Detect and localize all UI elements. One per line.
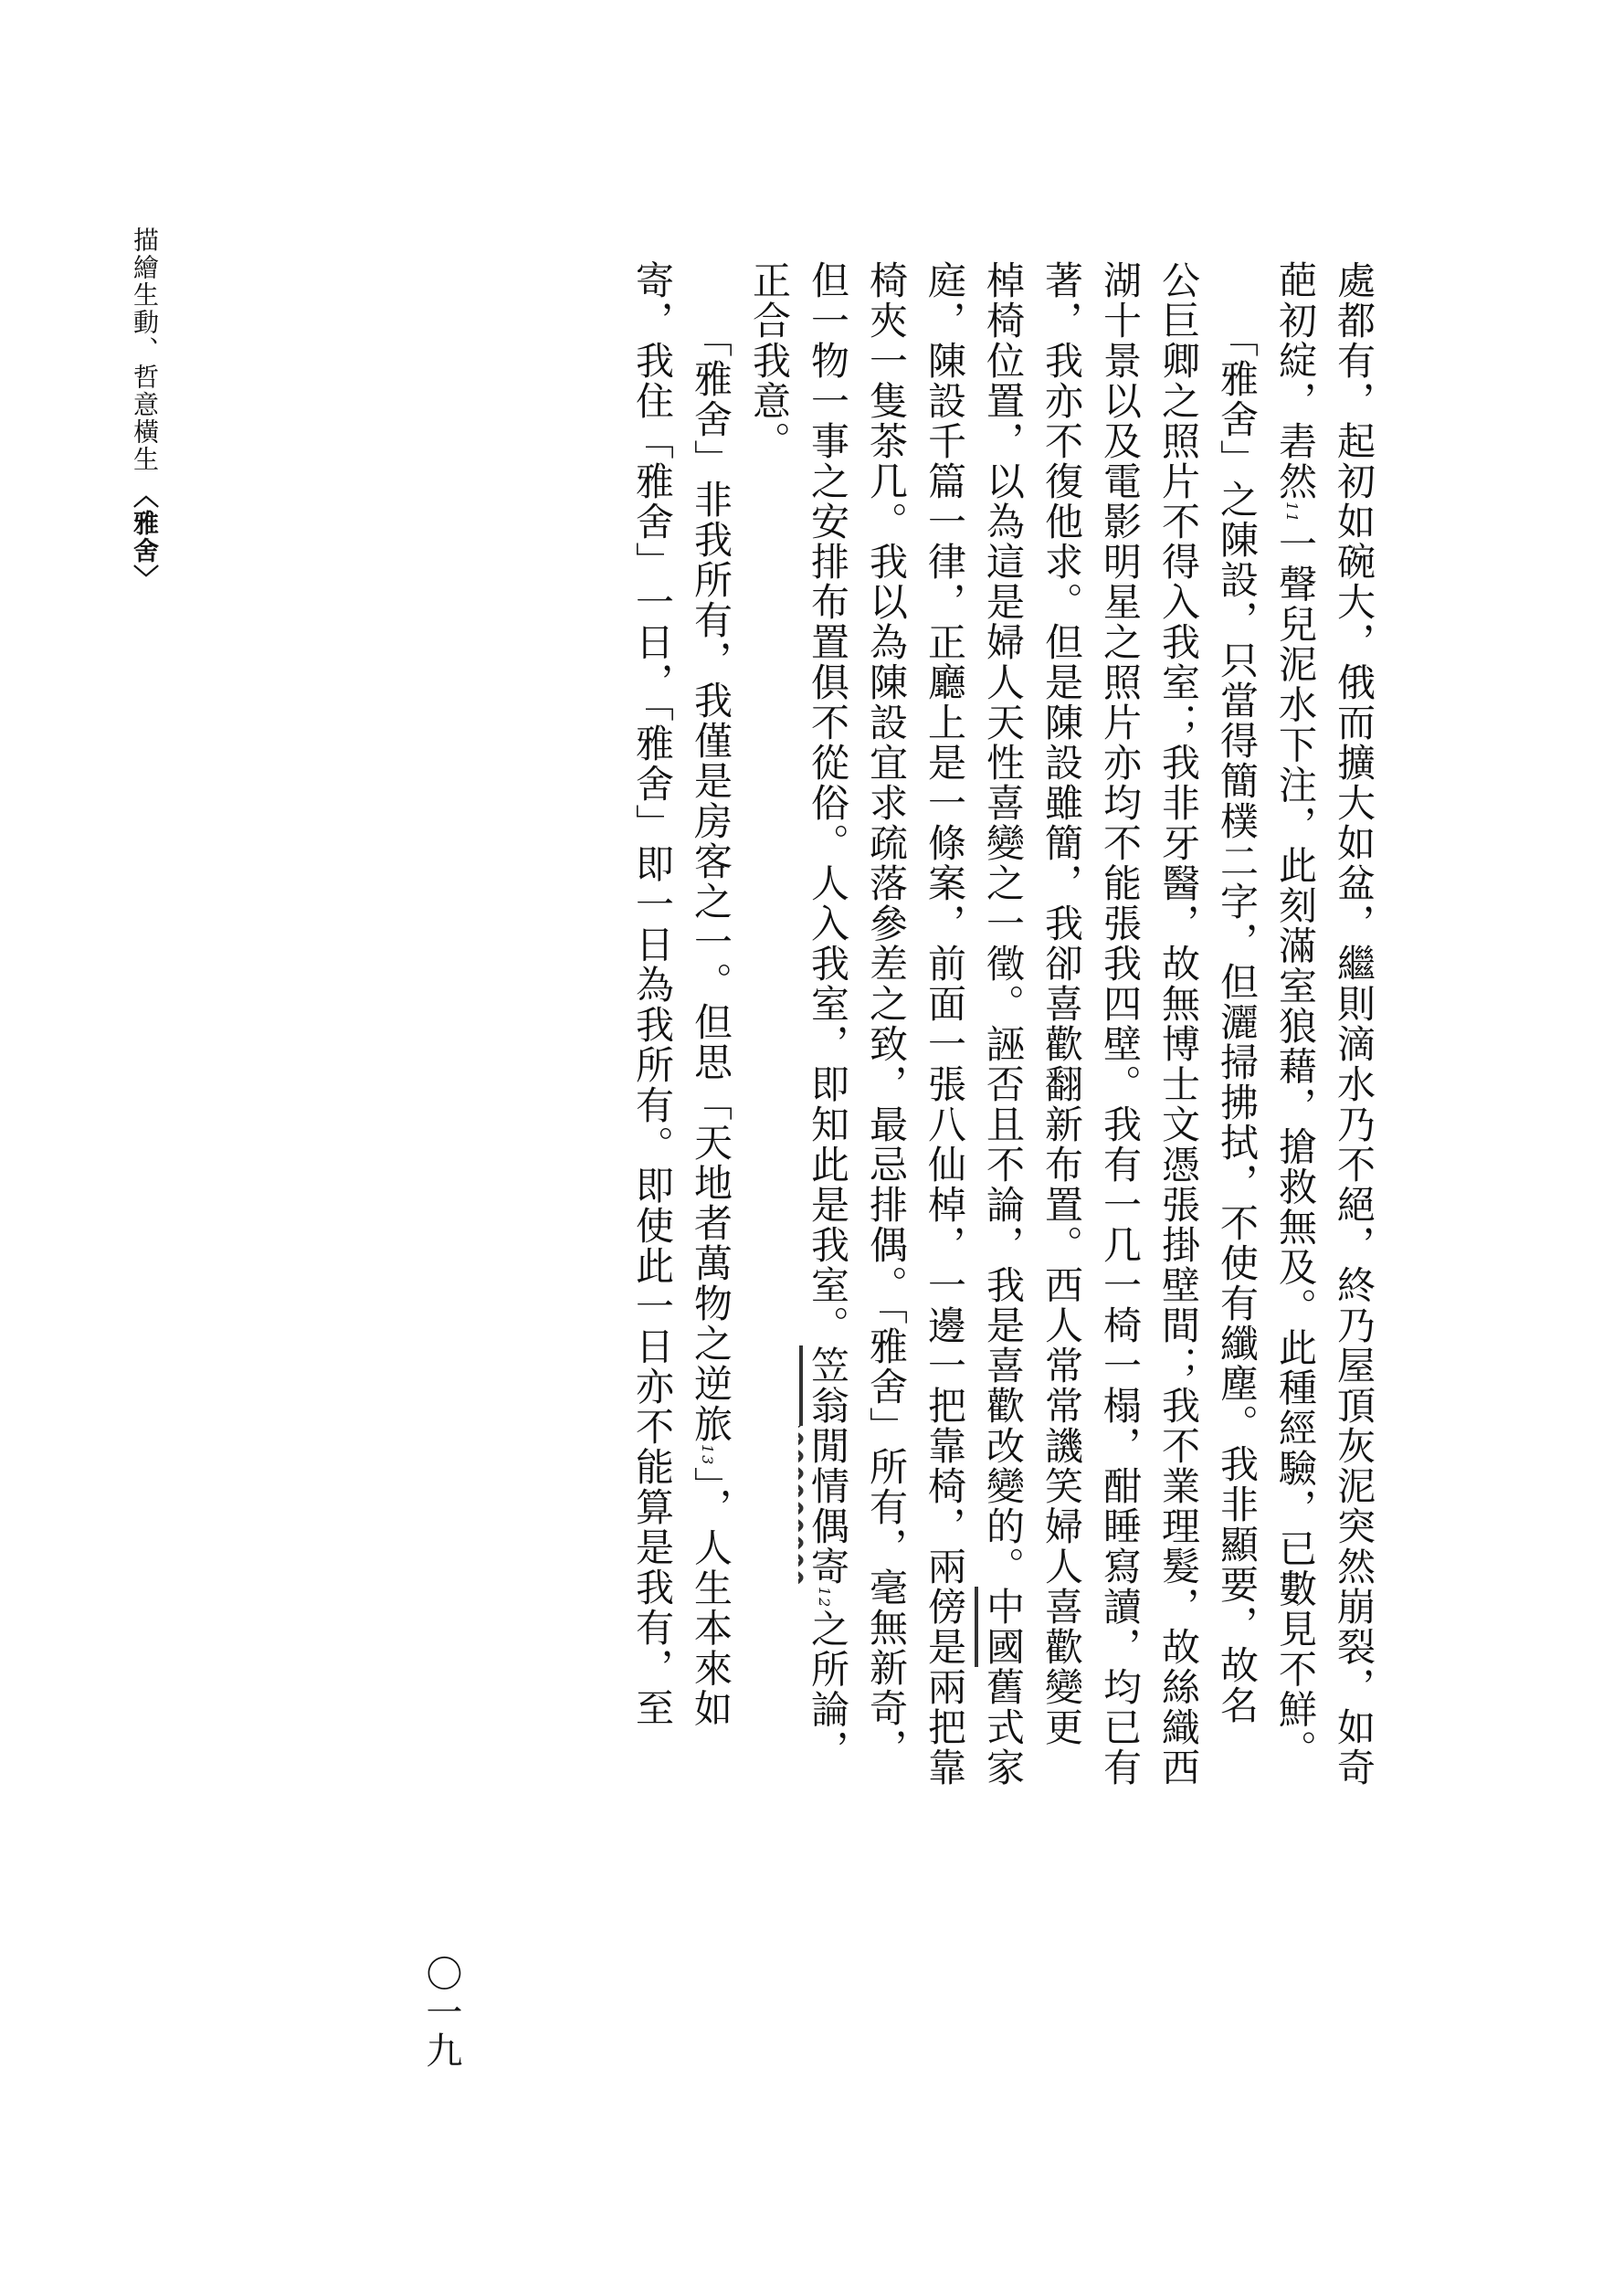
text-column-11: 正合我意。 [747, 260, 792, 461]
footnote-marker-12: 12 [816, 1587, 833, 1609]
text-column-8: 庭，陳設千篇一律，正廳上是一條案，前面一張八仙棹，一邊一把靠椅，兩傍是兩把靠 [923, 260, 967, 1788]
text-column-5: 湖十景以及電影明星之照片亦均不能張我四壁。我有一几一椅一榻，酣睡寫讀，均已有 [1098, 260, 1143, 1788]
text-column-9: 椅夾一隻茶几。我以為陳設宜求疏落參差之致，最忌排偶。「雅舍」所有，毫無新奇， [864, 260, 909, 1768]
text-column-6: 著，我亦不復他求。但是陳設雖簡，我卻喜歡翻新布置。西人常常譏笑婦人喜歡變更 [1039, 260, 1084, 1747]
text-column-12: 「雅舍」非我所有，我僅是房客之一。但思「天地者萬物之逆旅13」，人生本來如 [681, 319, 740, 1831]
page-number: 〇一九 [420, 1955, 462, 2070]
book-title-xianqing-ouji: 閒情偶寄 [806, 1426, 850, 1587]
footnote-marker-11: 11 [1283, 501, 1301, 524]
text-column-3: 「雅舍」之陳設，只當得簡樸二字，但灑掃拂拭，不使有纖塵。我非顯要，故名 [1215, 319, 1260, 1725]
proper-noun-liweng: 笠翁 [806, 1345, 850, 1426]
text-column-10: 但一物一事之安排布置俱不從俗。人入我室，即知此是我室。笠翁閒情偶寄12之所論， [798, 260, 857, 1831]
proper-noun-china: 中國 [981, 1587, 1026, 1667]
text-column-1: 處都有，起初如碗大，俄而擴大如盆，繼則滴水乃不絕，終乃屋頂灰泥突然崩裂，如奇 [1332, 260, 1376, 1788]
text-column-13: 寄，我住「雅舍」一日，「雅舍」即一日為我所有。即使此一日亦不能算是我有，至 [630, 260, 675, 1728]
running-head-title: 〈雅舍〉 [130, 482, 160, 592]
running-head-text: 描繪生動、哲意橫生 [130, 227, 160, 473]
text-column-2: 葩初綻，砉然11一聲兒泥水下注，此刻滿室狼藉，搶救無及。此種經驗，已數見不鮮。 [1266, 260, 1324, 1831]
text-column-4: 公巨卿之照片不得入我室；我非牙醫，故無博士文憑張掛壁間；我不業理髮，故絲織西 [1156, 260, 1201, 1788]
footnote-marker-13: 13 [699, 1444, 716, 1467]
text-column-7: 棹椅位置，以為這是婦人天性喜變之一徵。誣否且不論，我是喜歡改變的。中國舊式家 [981, 260, 1026, 1788]
running-head [126, 227, 163, 592]
